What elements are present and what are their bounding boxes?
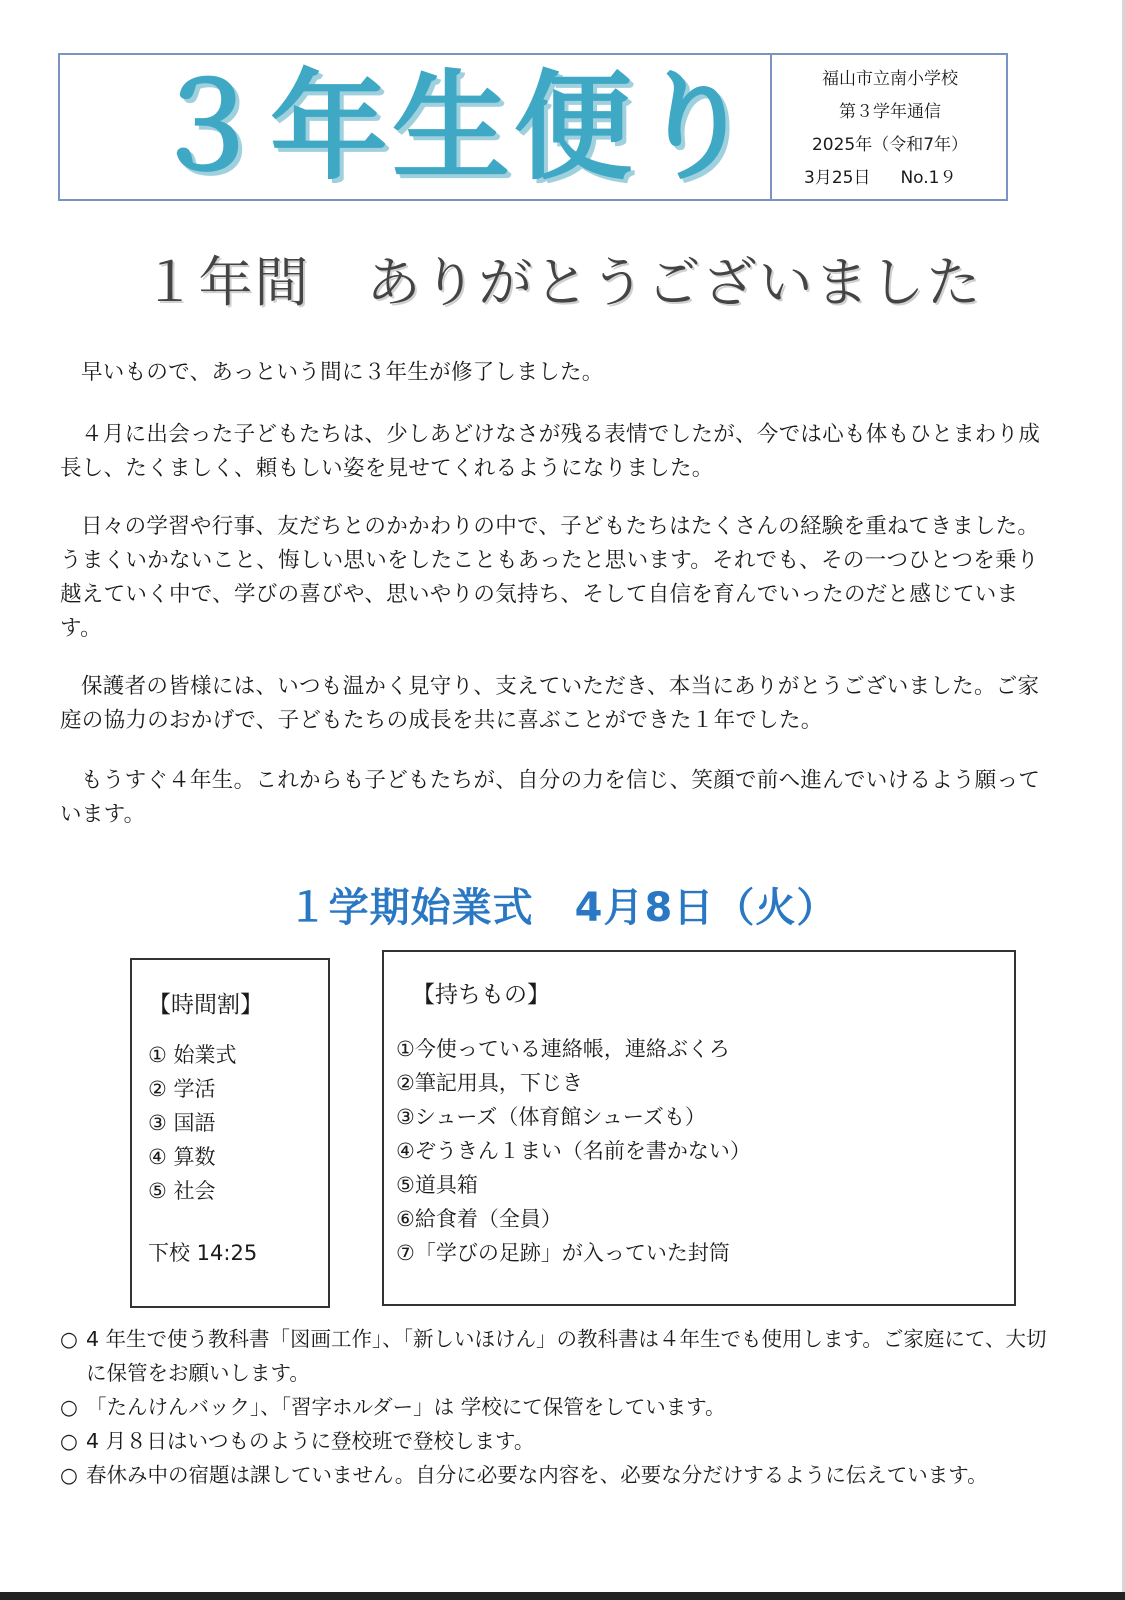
newsletter-name: 第３学年通信 (839, 102, 941, 122)
bottom-border (0, 1592, 1125, 1600)
issue-info (774, 55, 1006, 199)
schedule-box (130, 958, 330, 1308)
paragraph-1: 早いもので、あっという間に３年生が修了しました。 (81, 360, 604, 385)
note-text: 春休み中の宿題は課していません。自分に必要な内容を、必要な分だけするように伝えています。 (86, 1463, 988, 1487)
notes-list (60, 1322, 1060, 1492)
schedule-item: ② 学活 (148, 1077, 216, 1101)
note-item (60, 1424, 1060, 1458)
note-item (60, 1458, 1060, 1492)
belongings-item: ①今使っている連絡帳，連絡ぶくろ (396, 1037, 730, 1061)
dismissal-time: 下校 14:25 (148, 1241, 258, 1265)
note-item (60, 1322, 1060, 1390)
issue-date: 3月25日 (804, 168, 871, 188)
newsletter-title: ３年生便り (148, 58, 759, 196)
circle-bullet-icon: ○ (60, 1463, 78, 1487)
schedule-item: ④ 算数 (148, 1145, 216, 1169)
paragraph-5: もうすぐ４年生。これからも子どもたちが、自分の力を信じ、笑顔で前へ進んでいけるよう願っています。 (60, 768, 1041, 827)
paragraph-4: 保護者の皆様には、いつも温かく見守り、支えていただき、本当にありがとうございました。ご家庭の協力のおかげで、子どもたちの成長を共に喜ぶことができた１年でした。 (60, 674, 1040, 733)
schedule-item: ① 始業式 (148, 1043, 237, 1067)
belongings-item: ⑥給食着（全員） (396, 1207, 562, 1231)
belongings-item: ④ぞうきん１まい（名前を書かない） (396, 1139, 751, 1163)
newsletter-header (58, 53, 1008, 201)
paragraph-2: ４月に出会った子どもたちは、少しあどけなさが残る表情でしたが、今では心も体もひとまわり成長し、たくましく、頼もしい姿を見せてくれるようになりました。 (60, 422, 1041, 481)
note-text: 「たんけんバック」、「習字ホルダー」は 学校にて保管をしています。 (86, 1395, 726, 1419)
issue-year: 2025年（令和7年） (811, 135, 969, 155)
belongings-item: ②筆記用具，下じき (396, 1071, 583, 1095)
schedule-item: ⑤ 社会 (148, 1179, 216, 1203)
note-item (60, 1390, 1060, 1424)
circle-bullet-icon: ○ (60, 1327, 78, 1351)
issue-number: No.1９ (900, 168, 957, 188)
circle-bullet-icon: ○ (60, 1429, 78, 1453)
belongings-title: 【持ちもの】 (412, 982, 550, 1008)
circle-bullet-icon: ○ (60, 1395, 78, 1419)
belongings-item: ③シューズ（体育館シューズも） (396, 1105, 706, 1129)
note-text: 4 月８日はいつものように登校班で登校します。 (86, 1429, 535, 1453)
paragraph-3: 日々の学習や行事、友だちとのかかわりの中で、子どもたちはたくさんの経験を重ねてきました。うまくいかないこと、悔しい思いをしたこともあったと思います。それでも、その一つひとつを乗り越えていく中で、学びの喜びや、思いやりの気持ち、そして自信を育んでいったのだと感じています。 (60, 514, 1040, 641)
schedule-title: 【時間割】 (148, 992, 263, 1018)
main-heading: １年間 ありがとうございました (142, 251, 983, 314)
school-name: 福山市立南小学校 (822, 69, 958, 89)
belongings-item: ⑦「学びの足跡」が入っていた封筒 (396, 1241, 730, 1265)
schedule-item: ③ 国語 (148, 1111, 216, 1135)
belongings-item: ⑤道具箱 (396, 1173, 478, 1197)
date-line (774, 162, 1006, 195)
ceremony-heading: １学期始業式 4月8日（火） (287, 885, 838, 931)
title-cell (60, 55, 772, 199)
belongings-box (382, 950, 1016, 1306)
note-text: 4 年生で使う教科書「図画工作」、「新しいほけん」の教科書は４年生でも使用します。ご家庭にて、大切に保管をお願いします。 (86, 1327, 1047, 1385)
